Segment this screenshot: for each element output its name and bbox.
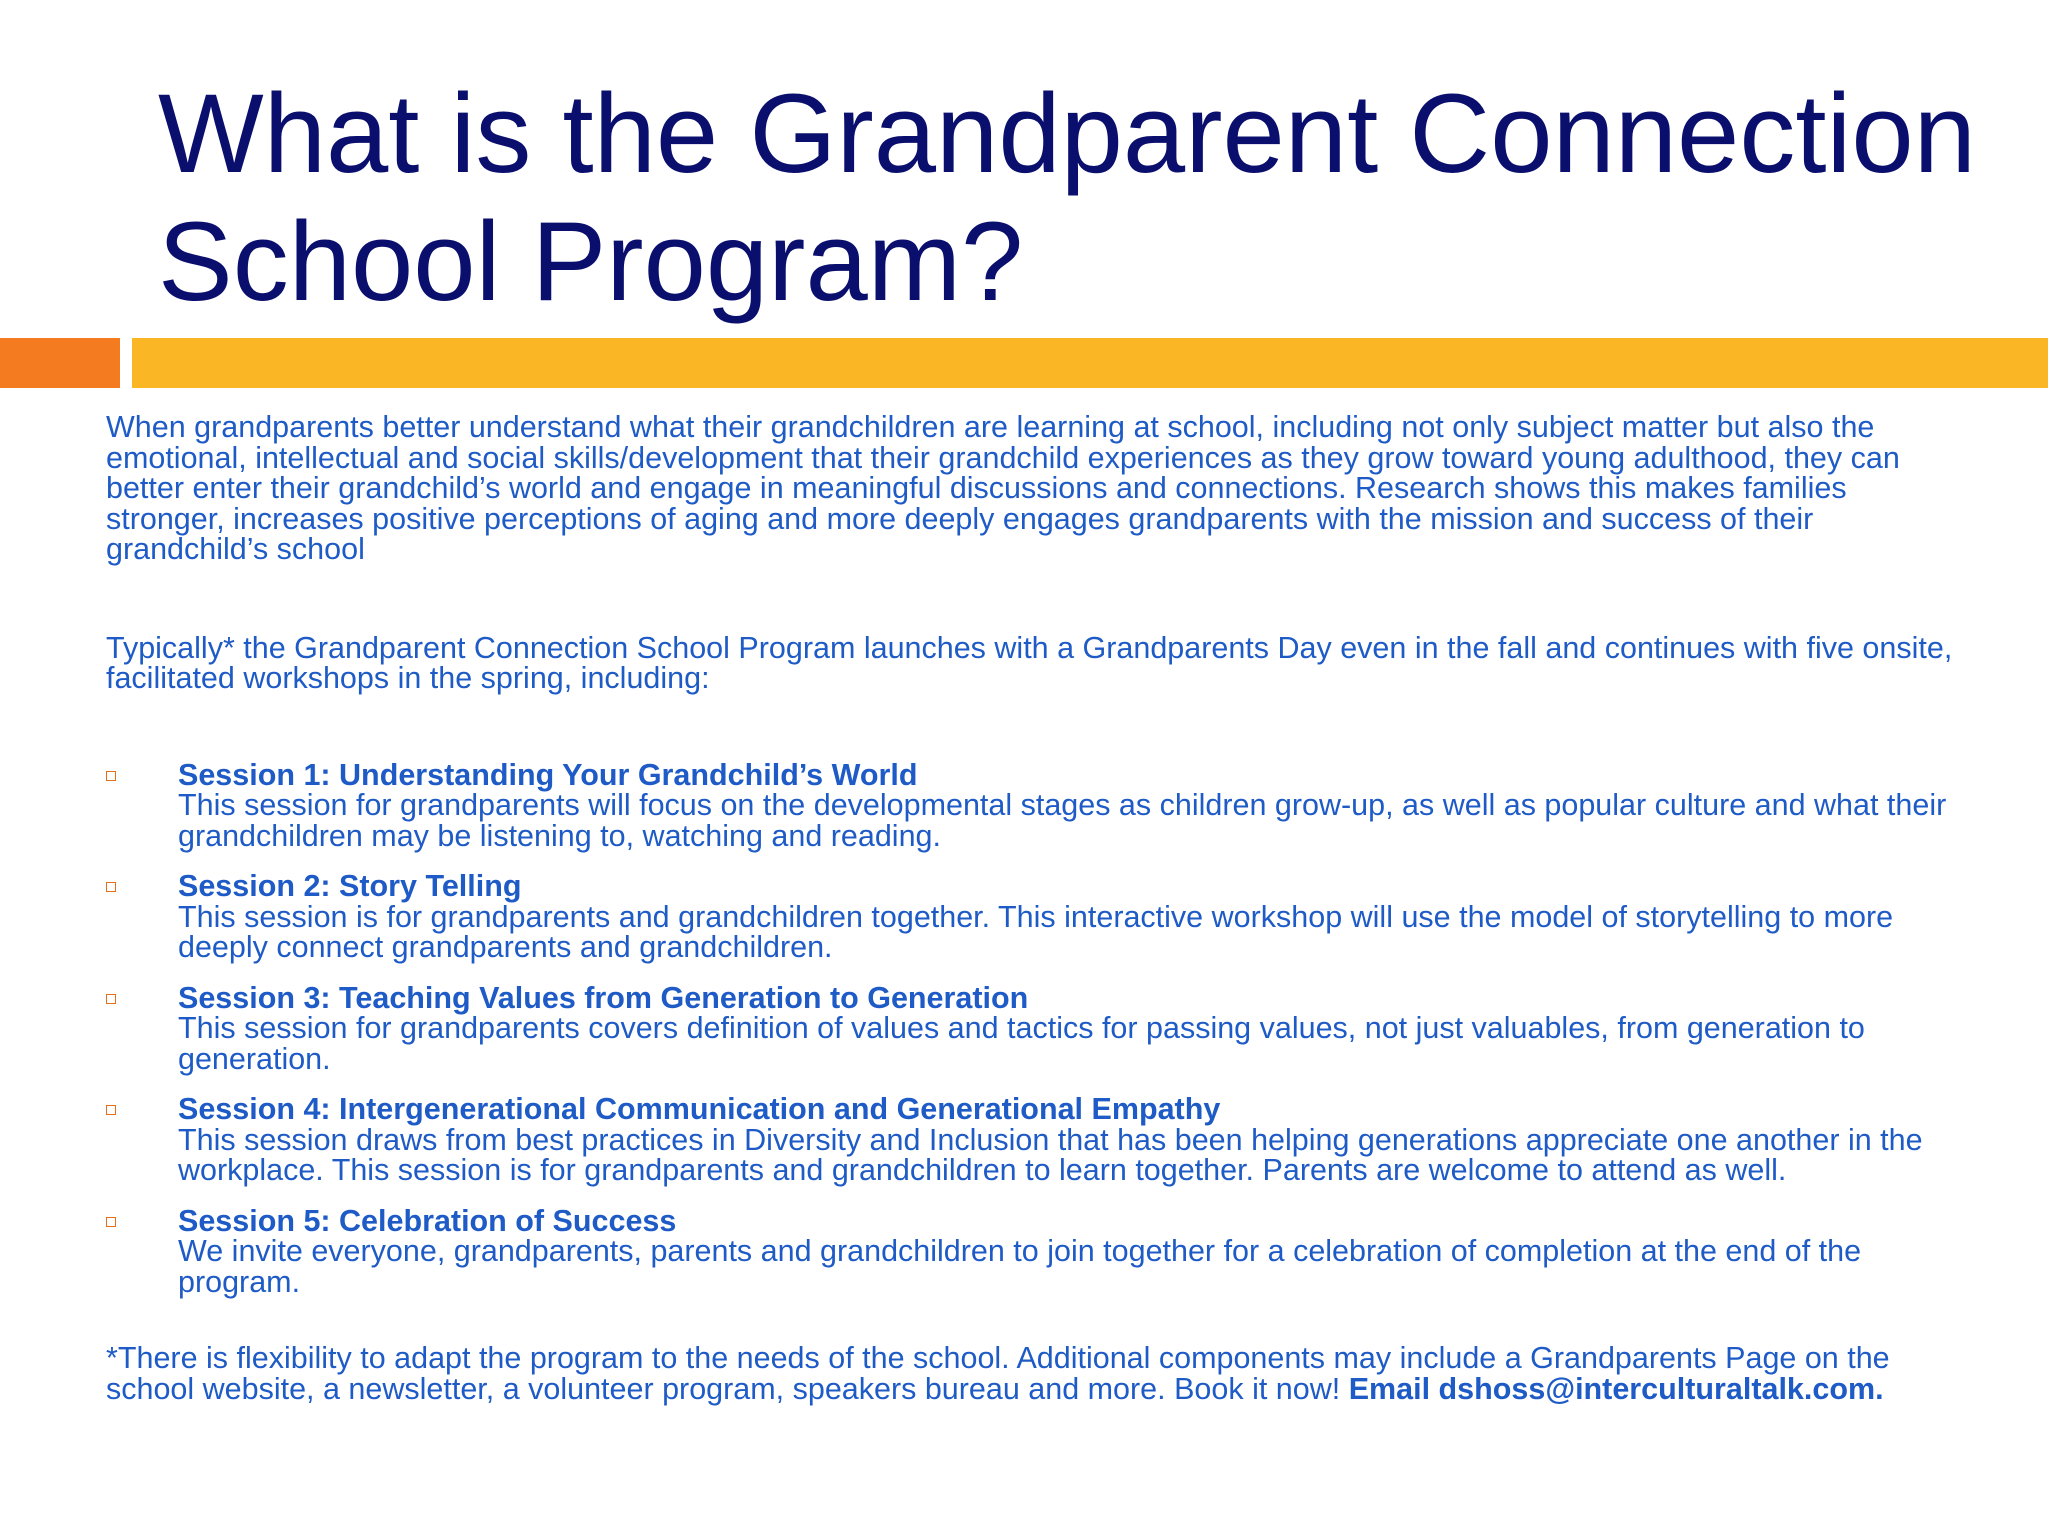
session-title: Session 1: Understanding Your Grandchild’s World bbox=[178, 757, 918, 792]
slide-title: What is the Grandparent Connection School Program? bbox=[158, 71, 1976, 324]
session-item bbox=[106, 871, 1966, 963]
accent-bar-gold bbox=[132, 338, 2048, 388]
footnote-text: *There is flexibility to adapt the program to the needs of the school. Additional components may include a Grandparents Page on the school website, a newsletter, a volunteer program, speakers bureau and more. Book it now! bbox=[106, 1341, 1890, 1406]
session-item bbox=[106, 1203, 1966, 1299]
session-item bbox=[106, 1094, 1966, 1186]
session-item bbox=[106, 757, 1966, 853]
square-bullet-icon bbox=[106, 771, 116, 781]
square-bullet-icon bbox=[106, 994, 116, 1004]
intro-paragraph: When grandparents better understand what their grandchildren are learning at school, including not only subject matter but also the emotional, intellectual and social skills/development that their grandchild experiences as they grow toward young adulthood, they can better enter their grandchild’s world and engage in meaningful discussions and connections. Research shows this makes families stronger, increases positive perceptions of aging and more deeply engages grandparents with the mission and success of their grandchild’s school bbox=[106, 410, 1900, 566]
session-description: We invite everyone, grandparents, parents and grandchildren to join together for a celebration of completion at the end of the program. bbox=[178, 1234, 1862, 1299]
session-title: Session 3: Teaching Values from Generation to Generation bbox=[178, 980, 1029, 1015]
slide-body bbox=[106, 412, 1966, 1404]
session-description: This session for grandparents will focus on the developmental stages as children grow-up, as well as popular culture and what their grandchildren may be listening to, watching and reading. bbox=[178, 788, 1947, 853]
session-item bbox=[106, 980, 1966, 1076]
session-list bbox=[106, 757, 1966, 1299]
footnote bbox=[106, 1343, 1966, 1404]
typical-paragraph: Typically* the Grandparent Connection School Program launches with a Grandparents Day even in the fall and continues with five onsite, facilitated workshops in the spring, including: bbox=[106, 630, 1953, 695]
session-description: This session is for grandparents and grandchildren together. This interactive workshop will use the model of storytelling to more deeply connect grandparents and grandchildren. bbox=[178, 899, 1894, 964]
session-title: Session 5: Celebration of Success bbox=[178, 1203, 677, 1238]
session-title: Session 4: Intergenerational Communication and Generational Empathy bbox=[178, 1092, 1221, 1126]
square-bullet-icon bbox=[106, 1217, 116, 1227]
square-bullet-icon bbox=[106, 1105, 116, 1115]
session-title: Session 2: Story Telling bbox=[178, 869, 522, 903]
session-description: This session for grandparents covers definition of values and tactics for passing values, not just valuables, from generation to generation. bbox=[178, 1011, 1865, 1076]
email-link[interactable]: Email dshoss@interculturaltalk.com. bbox=[1348, 1371, 1884, 1406]
accent-bar-orange bbox=[0, 338, 120, 388]
square-bullet-icon bbox=[106, 882, 116, 892]
session-description: This session draws from best practices in Diversity and Inclusion that has been helping generations appreciate one another in the workplace. This session is for grandparents and grandchildren to learn together. Parents are welcome to attend as well. bbox=[178, 1122, 1923, 1187]
